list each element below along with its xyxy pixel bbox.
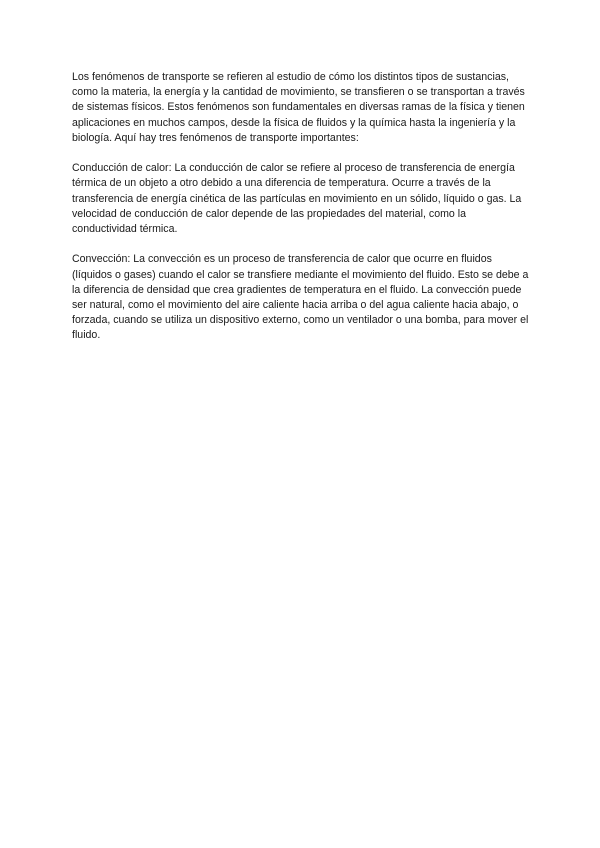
paragraph-heat-conduction: Conducción de calor: La conducción de calor se refiere al proceso de transferencia de energía térmica de un objeto a otro debido a una diferencia de temperatura. Ocurre a través de la transferencia de energía cinética de las partículas en movimiento en un sólido, líquido o gas. La velocidad de conducción de calor depende de las propiedades del material, como la conductividad térmica. — [72, 162, 522, 236]
paragraph-convection: Convección: La convección es un proceso de transferencia de calor que ocurre en fluidos (líquidos o gases) cuando el calor se transfiere mediante el movimiento del fluido. Esto se debe a la diferencia de densidad que crea gradientes de temperatura en el fluido. La convección puede ser natural, como el movimiento del aire caliente hacia arriba o del agua caliente hacia abajo, o forzada, cuando se utiliza un dispositivo externo, como un ventilador o una bomba, para mover el fluido. — [72, 253, 529, 342]
paragraph-intro: Los fenómenos de transporte se refieren al estudio de cómo los distintos tipos de sustancias, como la materia, la energía y la cantidad de movimiento, se transfieren o se transportan a través de sistemas físicos. Estos fenómenos son fundamentales en diversas ramas de la física y tienen aplicaciones en muchos campos, desde la física de fluidos y la química hasta la ingeniería y la biología. Aquí hay tres fenómenos de transporte importantes: — [72, 71, 525, 144]
document-body — [72, 70, 530, 359]
